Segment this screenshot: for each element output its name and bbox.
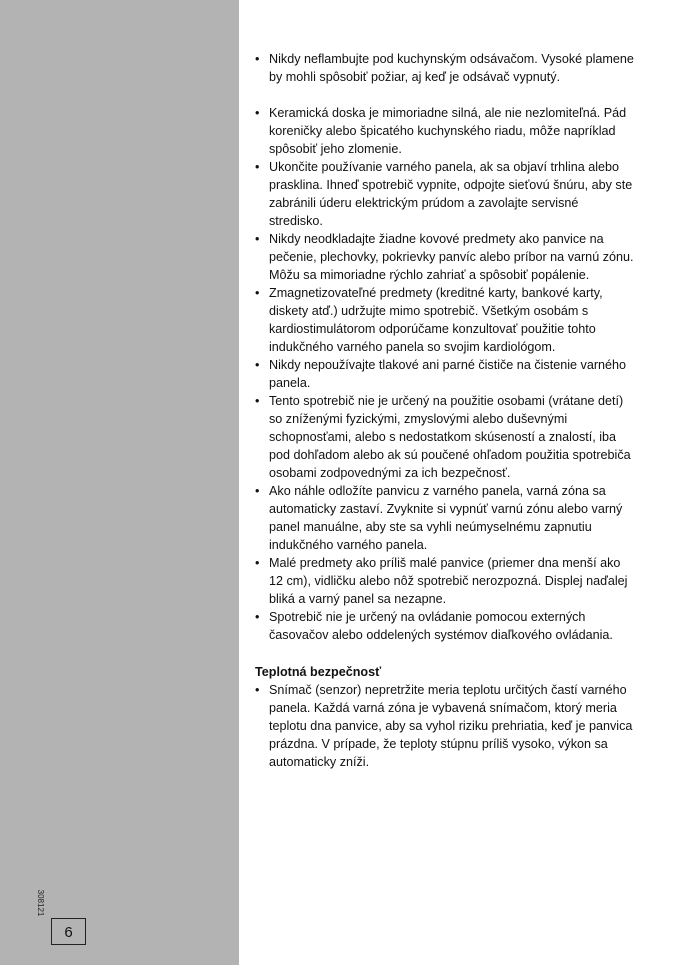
sidebar: [0, 0, 239, 965]
warning-item: • Ako náhle odložíte panvicu z varného panela, varná zóna sa automaticky zastaví. Zvyknite si vypnúť varnú zónu alebo varný panel manuálne, aby ste sa vyhli neúmyselnému zapnutiu indukčného varného panela.: [255, 482, 635, 554]
warning-list: [255, 104, 635, 644]
page-number: 6: [51, 918, 86, 945]
warning-item: • Nikdy neflambujte pod kuchynským odsávačom. Vysoké plamene by mohli spôsobiť požiar, aj keď je odsávač vypnutý.: [255, 50, 635, 86]
warning-item: • Malé predmety ako príliš malé panvice (priemer dna menší ako 12 cm), vidličku alebo nôž spotrebič nerozpozná. Displej naďalej bliká a varný panel sa nezapne.: [255, 554, 635, 608]
thermal-item: • Snímač (senzor) nepretržite meria teplotu určitých častí varného panela. Každá varná zóna je vybavená snímačom, ktorý meria teplotu dna panvice, aby sa vyhol riziku prehriatia, keď je panvica prázdna. V prípade, že teploty stúpnu príliš vysoko, výkon sa automaticky zníži.: [255, 681, 635, 771]
thermal-list: [255, 681, 635, 771]
warning-item: • Spotrebič nie je určený na ovládanie pomocou externých časovačov alebo oddelených systémov diaľkového ovládania.: [255, 608, 635, 644]
warning-item: • Ukončite používanie varného panela, ak sa objaví trhlina alebo prasklina. Ihneď spotrebič vypnite, odpojte sieťovú šnúru, aby ste zabránili úderu elektrickým prúdom a zavolajte servisné stredisko.: [255, 158, 635, 230]
warning-item: • Nikdy nepoužívajte tlakové ani parné čističe na čistenie varného panela.: [255, 356, 635, 392]
warning-item: • Nikdy neodkladajte žiadne kovové predmety ako panvice na pečenie, plechovky, pokrievky panvíc alebo príbor na varnú zónu. Môžu sa mimoriadne rýchlo zahriať a spôsobiť popálenie.: [255, 230, 635, 284]
warning-item: • Tento spotrebič nie je určený na použitie osobami (vrátane detí) so zníženými fyzickými, zmyslovými alebo duševnými schopnosťami, alebo s nedostatkom skúseností a znalostí, iba pod dohľadom alebo ak sú poučené ohľadom použitia spotrebiča osobami zodpovednými za ich bezpečnosť.: [255, 392, 635, 482]
warning-item: • Zmagnetizovateľné predmety (kreditné karty, bankové karty, diskety atď.) udržujte mimo spotrebič. Všetkým osobám s kardiostimulátorom odporúčame konzultovať použitie tohto indukčného varného panela so svojim kardiológom.: [255, 284, 635, 356]
section-heading-thermal: Teplotná bezpečnosť: [255, 665, 382, 679]
main-content: [255, 50, 635, 771]
warning-item: • Keramická doska je mimoriadne silná, ale nie nezlomiteľná. Pád koreničky alebo špicatého kuchynského riadu, môže napríklad spôsobiť jeho zlomenie.: [255, 104, 635, 158]
spacer: [255, 86, 635, 104]
document-code: 308121: [36, 889, 45, 917]
warning-list-top: [255, 50, 635, 86]
